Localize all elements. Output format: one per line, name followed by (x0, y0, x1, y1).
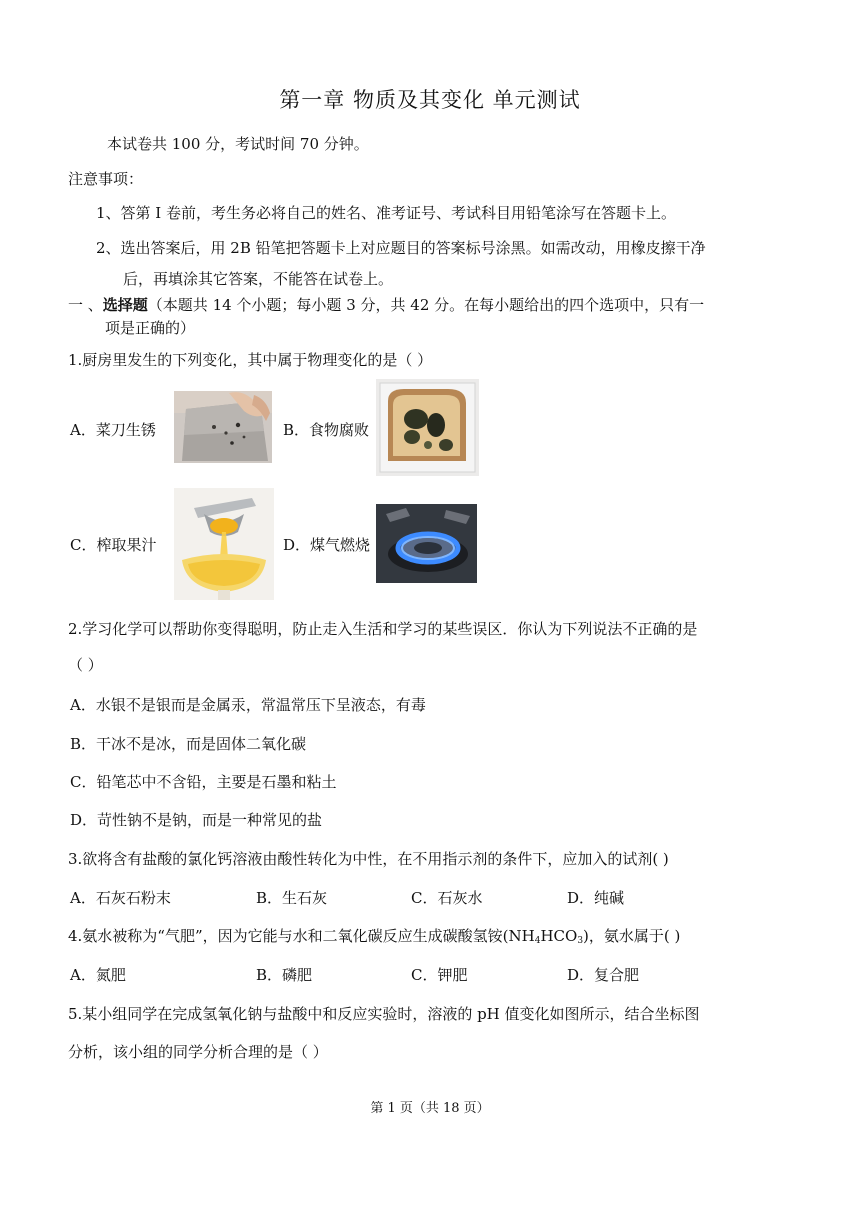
notice-item-2-continued: 后，再填涂其它答案，不能答在试卷上。 (123, 270, 394, 288)
juice-press-photo (174, 488, 274, 600)
notice-item-1: 1、答第 I 卷前，考生务必将自己的姓名、准考证号、考试科目用铅笔涂写在答题卡上。 (96, 204, 677, 222)
formula-subscript-4: 4 (534, 936, 541, 946)
question-4-stem-end: )，氨水属于( ) (583, 927, 681, 945)
question-2-option-c: C．铅笔芯中不含铅，主要是石墨和粘土 (70, 773, 337, 791)
question-1-option-c: C．榨取果汁 (70, 536, 157, 554)
question-1-stem: 1.厨房里发生的下列变化，其中属于物理变化的是（ ） (68, 351, 433, 369)
question-4-option-d: D．复合肥 (567, 966, 640, 984)
question-2-option-d: D．苛性钠不是钠，而是一种常见的盐 (70, 811, 323, 829)
section-description: （本题共 14 个小题；每小题 3 分，共 42 分。在每小题给出的四个选项中，只有一 (147, 296, 705, 314)
question-2-option-a: A．水银不是银而是金属汞，常温常压下呈液态，有毒 (70, 696, 426, 714)
knife-rust-photo (174, 391, 272, 463)
question-3-stem: 3.欲将含有盐酸的氯化钙溶液由酸性转化为中性，在不用指示剂的条件下，应加入的试剂( ) (68, 850, 669, 868)
question-1-option-a: A．菜刀生锈 (70, 421, 156, 439)
formula-subscript-3: 3 (577, 936, 584, 946)
question-3-option-a: A．石灰石粉末 (70, 889, 171, 907)
question-3-option-c: C．石灰水 (411, 889, 483, 907)
page-footer: 第 1 页（共 18 页） (370, 1101, 490, 1116)
question-2-stem-continued: （ ） (68, 656, 103, 674)
question-4-stem (68, 926, 680, 951)
notice-item-2: 2、选出答案后，用 2B 铅笔把答题卡上对应题目的答案标号涂黑。如需改动，用橡皮擦干净 (96, 239, 706, 257)
page-title: 第一章 物质及其变化 单元测试 (279, 88, 581, 112)
section-1-description-continued: 项是正确的） (105, 319, 196, 337)
question-2-option-b: B．干冰不是冰，而是固体二氧化碳 (70, 735, 307, 753)
question-4-option-b: B．磷肥 (256, 966, 313, 984)
question-5-stem: 5.某小组同学在完成氢氧化钠与盐酸中和反应实验时，溶液的 pH 值变化如图所示，结合坐标图 (68, 1005, 700, 1023)
moldy-bread-photo (376, 379, 479, 476)
section-name: 选择题 (102, 296, 148, 314)
question-4-option-a: A．氮肥 (70, 966, 126, 984)
notice-heading: 注意事项： (68, 170, 144, 188)
section-number: 一 、 (68, 296, 103, 314)
question-4-stem-text: 4.氨水被称为“气肥”，因为它能与水和二氧化碳反应生成碳酸氢铵(NH (68, 927, 535, 945)
question-4-option-c: C．钾肥 (411, 966, 468, 984)
question-2-stem: 2.学习化学可以帮助你变得聪明，防止走入生活和学习的某些误区．你认为下列说法不正确的是 (68, 620, 698, 638)
question-1-option-d: D．煤气燃烧 (283, 536, 371, 554)
gas-flame-photo (376, 504, 477, 583)
section-1-heading (68, 295, 704, 315)
question-3-option-b: B．生石灰 (256, 889, 328, 907)
question-1-option-b: B．食物腐败 (283, 421, 370, 439)
exam-intro: 本试卷共 100 分，考试时间 70 分钟。 (107, 135, 369, 153)
question-3-option-d: D．纯碱 (567, 889, 625, 907)
formula-hco: HCO (540, 927, 578, 945)
question-5-stem-continued: 分析，该小组的同学分析合理的是（ ） (68, 1043, 328, 1061)
